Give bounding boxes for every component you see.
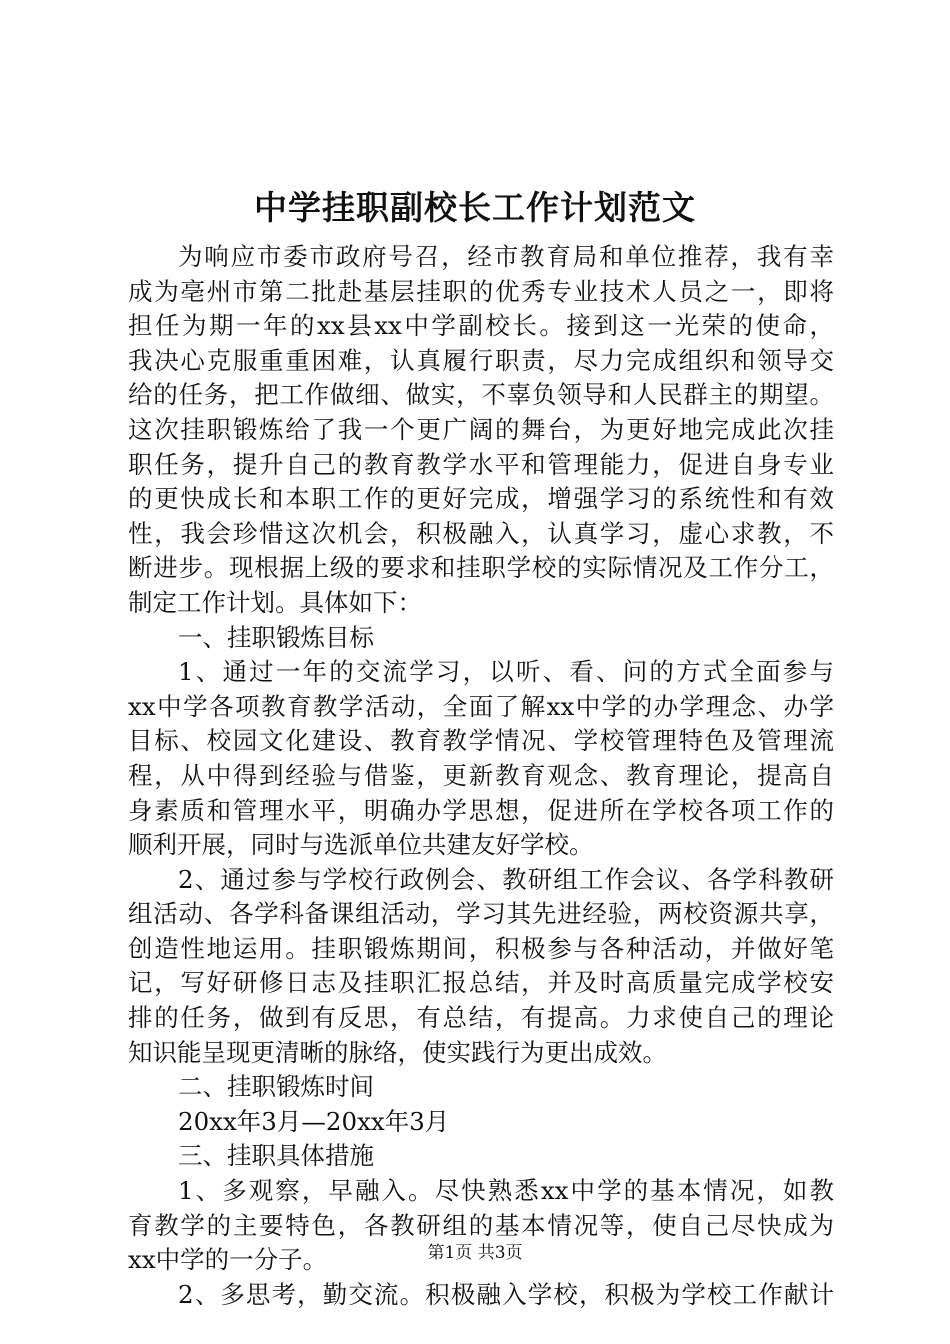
document-body bbox=[128, 240, 834, 1312]
paragraph-line: 我决心克服重重困难，认真履行职责，尽力完成组织和领导交 bbox=[128, 345, 834, 375]
section-heading: 一、挂职锻炼目标 bbox=[178, 622, 374, 652]
paragraph-line: 给的任务，把工作做细、做实，不辜负领导和人民群主的期望。 bbox=[128, 380, 834, 410]
paragraph-line: 2、多思考，勤交流。积极融入学校，积极为学校工作献计 bbox=[178, 1279, 834, 1309]
paragraph-line: 成为亳州市第二批赴基层挂职的优秀专业技术人员之一，即将 bbox=[128, 276, 834, 306]
paragraph-line: 排的任务，做到有反思，有总结，有提高。力求使自己的理论 bbox=[128, 1003, 834, 1033]
paragraph-line: 制定工作计划。具体如下： bbox=[128, 587, 422, 617]
paragraph-line: 2、通过参与学校行政例会、教研组工作会议、各学科教研 bbox=[178, 864, 834, 894]
paragraph-line: 职任务，提升自己的教育教学水平和管理能力，促进自身专业 bbox=[128, 449, 834, 479]
paragraph-line: 组活动、各学科备课组活动，学习其先进经验，两校资源共享， bbox=[128, 899, 834, 929]
paragraph-line: 这次挂职锻炼给了我一个更广阔的舞台，为更好地完成此次挂 bbox=[128, 414, 834, 444]
page-footer: 第1页 共3页 bbox=[427, 1243, 523, 1263]
section-heading: 三、挂职具体措施 bbox=[178, 1141, 374, 1171]
paragraph-line: 性，我会珍惜这次机会，积极融入，认真学习，虚心求教，不 bbox=[128, 518, 834, 548]
paragraph-line: 20xx年3月—20xx年3月 bbox=[178, 1106, 450, 1136]
section-heading: 二、挂职锻炼时间 bbox=[178, 1072, 374, 1102]
paragraph-line: 记，写好研修日志及挂职汇报总结，并及时高质量完成学校安 bbox=[128, 968, 834, 998]
paragraph-line: 的更快成长和本职工作的更好完成，增强学习的系统性和有效 bbox=[128, 484, 834, 514]
paragraph-line: 创造性地运用。挂职锻炼期间，积极参与各种活动，并做好笔 bbox=[128, 933, 834, 963]
paragraph-line: 身素质和管理水平，明确办学思想，促进所在学校各项工作的 bbox=[128, 795, 834, 825]
paragraph-line: 担任为期一年的xx县xx中学副校长。接到这一光荣的使命， bbox=[128, 311, 834, 341]
paragraph-line: 1、多观察，早融入。尽快熟悉xx中学的基本情况，如教 bbox=[178, 1176, 834, 1206]
paragraph-line: 断进步。现根据上级的要求和挂职学校的实际情况及工作分工， bbox=[128, 553, 834, 583]
paragraph-line: 知识能呈现更清晰的脉络，使实践行为更出成效。 bbox=[128, 1037, 667, 1067]
paragraph-line: 程，从中得到经验与借鉴，更新教育观念、教育理论，提高自 bbox=[128, 760, 834, 790]
paragraph-line: xx中学各项教育教学活动，全面了解xx中学的办学理念、办学 bbox=[128, 691, 834, 721]
paragraph-line: 目标、校园文化建设、教育教学情况、学校管理特色及管理流 bbox=[128, 726, 834, 756]
paragraph-line: 育教学的主要特色，各教研组的基本情况等，使自己尽快成为 bbox=[128, 1210, 834, 1240]
paragraph-line: 顺利开展，同时与选派单位共建友好学校。 bbox=[128, 830, 594, 860]
document-title: 中学挂职副校长工作计划范文 bbox=[254, 188, 696, 227]
paragraph-line: 为响应市委市政府号召，经市教育局和单位推荐，我有幸 bbox=[178, 242, 834, 271]
paragraph-line: 1、通过一年的交流学习，以听、看、问的方式全面参与 bbox=[178, 657, 834, 687]
paragraph-line: xx中学的一分子。 bbox=[128, 1245, 328, 1275]
